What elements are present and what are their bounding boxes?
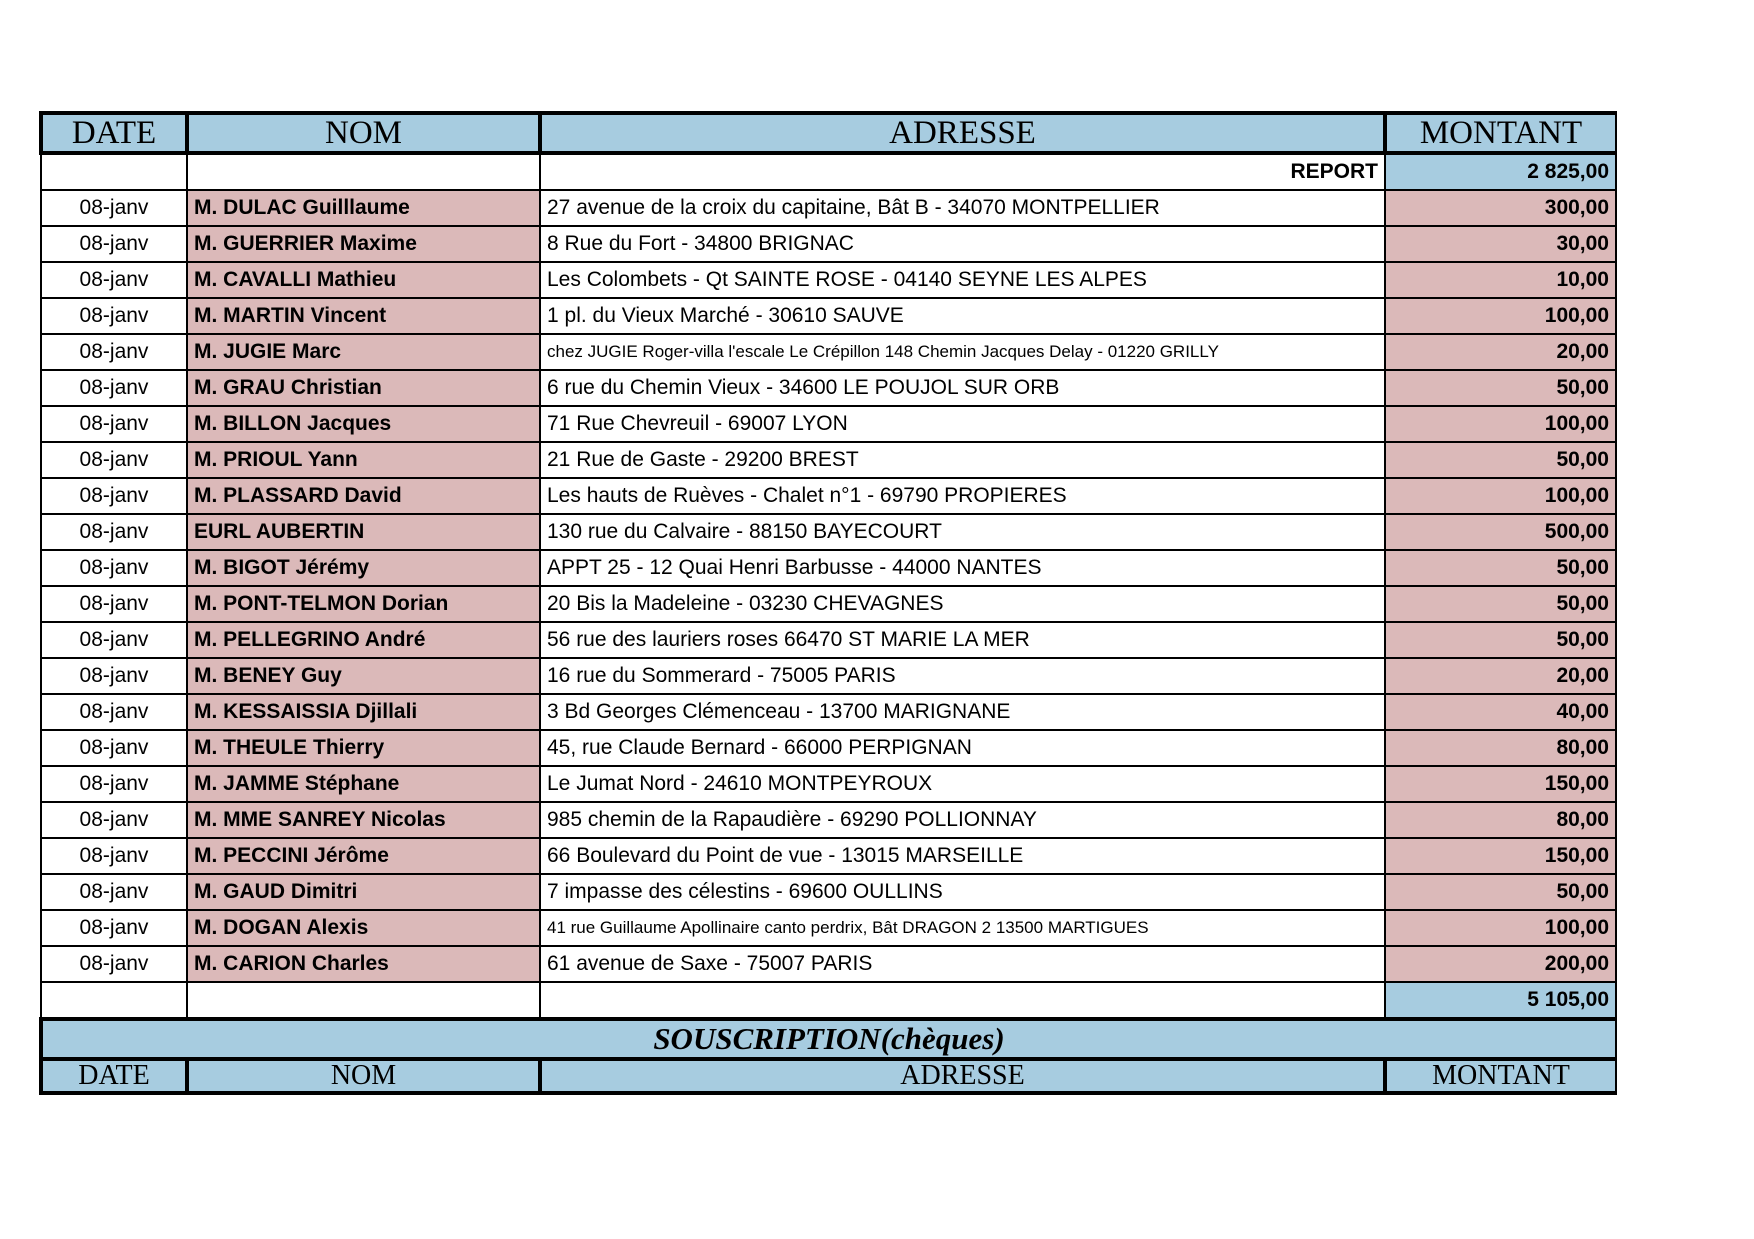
- amount-cell: 150,00: [1385, 838, 1616, 874]
- table-row: [41, 946, 1616, 982]
- amount-cell: 20,00: [1385, 658, 1616, 694]
- name-cell: M. BILLON Jacques: [187, 406, 540, 442]
- amount-cell: 80,00: [1385, 802, 1616, 838]
- donations-table: [39, 111, 1617, 1095]
- name-cell: M. GRAU Christian: [187, 370, 540, 406]
- report-nom-empty: [187, 153, 540, 190]
- second-header-adresse: ADRESSE: [540, 1059, 1385, 1093]
- address-cell: 27 avenue de la croix du capitaine, Bât B - 34070 MONTPELLIER: [540, 190, 1385, 226]
- amount-cell: 100,00: [1385, 910, 1616, 946]
- name-cell: M. PONT-TELMON Dorian: [187, 586, 540, 622]
- date-cell: 08-janv: [41, 622, 187, 658]
- total-date-empty: [41, 982, 187, 1019]
- header-date: DATE: [41, 113, 187, 153]
- amount-cell: 50,00: [1385, 586, 1616, 622]
- date-cell: 08-janv: [41, 946, 187, 982]
- date-cell: 08-janv: [41, 298, 187, 334]
- date-cell: 08-janv: [41, 586, 187, 622]
- table-row: [41, 478, 1616, 514]
- address-cell: 20 Bis la Madeleine - 03230 CHEVAGNES: [540, 586, 1385, 622]
- table-row: [41, 586, 1616, 622]
- name-cell: M. DULAC Guilllaume: [187, 190, 540, 226]
- address-cell: 16 rue du Sommerard - 75005 PARIS: [540, 658, 1385, 694]
- name-cell: M. MARTIN Vincent: [187, 298, 540, 334]
- name-cell: M. PECCINI Jérôme: [187, 838, 540, 874]
- date-cell: 08-janv: [41, 658, 187, 694]
- table-row: [41, 766, 1616, 802]
- amount-cell: 50,00: [1385, 442, 1616, 478]
- date-cell: 08-janv: [41, 694, 187, 730]
- address-cell: Les hauts de Ruèves - Chalet n°1 - 69790 PROPIERES: [540, 478, 1385, 514]
- address-cell: 41 rue Guillaume Apollinaire canto perdrix, Bât DRAGON 2 13500 MARTIGUES: [540, 910, 1385, 946]
- table-row: [41, 442, 1616, 478]
- total-adresse-empty: [540, 982, 1385, 1019]
- amount-cell: 50,00: [1385, 874, 1616, 910]
- name-cell: M. GUERRIER Maxime: [187, 226, 540, 262]
- amount-cell: 50,00: [1385, 622, 1616, 658]
- address-cell: 61 avenue de Saxe - 75007 PARIS: [540, 946, 1385, 982]
- date-cell: 08-janv: [41, 802, 187, 838]
- amount-cell: 20,00: [1385, 334, 1616, 370]
- date-cell: 08-janv: [41, 514, 187, 550]
- name-cell: M. JAMME Stéphane: [187, 766, 540, 802]
- header-montant: MONTANT: [1385, 113, 1616, 153]
- name-cell: M. PLASSARD David: [187, 478, 540, 514]
- name-cell: M. PRIOUL Yann: [187, 442, 540, 478]
- address-cell: 985 chemin de la Rapaudière - 69290 POLLIONNAY: [540, 802, 1385, 838]
- date-cell: 08-janv: [41, 190, 187, 226]
- address-cell: Les Colombets - Qt SAINTE ROSE - 04140 SEYNE LES ALPES: [540, 262, 1385, 298]
- address-cell: 45, rue Claude Bernard - 66000 PERPIGNAN: [540, 730, 1385, 766]
- total-row: [41, 982, 1616, 1019]
- table-row: [41, 622, 1616, 658]
- date-cell: 08-janv: [41, 550, 187, 586]
- section-title-row: [41, 1019, 1616, 1059]
- address-cell: 21 Rue de Gaste - 29200 BREST: [540, 442, 1385, 478]
- report-row: [41, 153, 1616, 190]
- date-cell: 08-janv: [41, 334, 187, 370]
- table-row: [41, 874, 1616, 910]
- address-cell: APPT 25 - 12 Quai Henri Barbusse - 44000 NANTES: [540, 550, 1385, 586]
- report-label: REPORT: [540, 153, 1385, 190]
- amount-cell: 80,00: [1385, 730, 1616, 766]
- second-header-date: DATE: [41, 1059, 187, 1093]
- table-row: [41, 190, 1616, 226]
- address-cell: 1 pl. du Vieux Marché - 30610 SAUVE: [540, 298, 1385, 334]
- header-nom: NOM: [187, 113, 540, 153]
- amount-cell: 40,00: [1385, 694, 1616, 730]
- name-cell: M. THEULE Thierry: [187, 730, 540, 766]
- name-cell: M. CAVALLI Mathieu: [187, 262, 540, 298]
- table-row: [41, 334, 1616, 370]
- table-row: [41, 550, 1616, 586]
- amount-cell: 30,00: [1385, 226, 1616, 262]
- report-date-empty: [41, 153, 187, 190]
- header-row: [41, 113, 1616, 153]
- address-cell: 130 rue du Calvaire - 88150 BAYECOURT: [540, 514, 1385, 550]
- address-cell: 66 Boulevard du Point de vue - 13015 MARSEILLE: [540, 838, 1385, 874]
- table-row: [41, 910, 1616, 946]
- date-cell: 08-janv: [41, 370, 187, 406]
- name-cell: M. GAUD Dimitri: [187, 874, 540, 910]
- date-cell: 08-janv: [41, 910, 187, 946]
- address-cell: chez JUGIE Roger-villa l'escale Le Crépillon 148 Chemin Jacques Delay - 01220 GRILLY: [540, 334, 1385, 370]
- amount-cell: 150,00: [1385, 766, 1616, 802]
- report-amount: 2 825,00: [1385, 153, 1616, 190]
- date-cell: 08-janv: [41, 874, 187, 910]
- address-cell: Le Jumat Nord - 24610 MONTPEYROUX: [540, 766, 1385, 802]
- date-cell: 08-janv: [41, 730, 187, 766]
- name-cell: M. CARION Charles: [187, 946, 540, 982]
- table-row: [41, 514, 1616, 550]
- date-cell: 08-janv: [41, 478, 187, 514]
- table-row: [41, 802, 1616, 838]
- amount-cell: 50,00: [1385, 370, 1616, 406]
- table-row: [41, 262, 1616, 298]
- amount-cell: 500,00: [1385, 514, 1616, 550]
- name-cell: M. MME SANREY Nicolas: [187, 802, 540, 838]
- date-cell: 08-janv: [41, 226, 187, 262]
- amount-cell: 100,00: [1385, 298, 1616, 334]
- name-cell: M. JUGIE Marc: [187, 334, 540, 370]
- amount-cell: 300,00: [1385, 190, 1616, 226]
- table-row: [41, 694, 1616, 730]
- amount-cell: 10,00: [1385, 262, 1616, 298]
- address-cell: 71 Rue Chevreuil - 69007 LYON: [540, 406, 1385, 442]
- table-row: [41, 370, 1616, 406]
- name-cell: M. PELLEGRINO André: [187, 622, 540, 658]
- table-row: [41, 730, 1616, 766]
- table-row: [41, 226, 1616, 262]
- date-cell: 08-janv: [41, 262, 187, 298]
- name-cell: M. BIGOT Jérémy: [187, 550, 540, 586]
- section-title: SOUSCRIPTION(chèques): [41, 1019, 1616, 1059]
- amount-cell: 100,00: [1385, 406, 1616, 442]
- amount-cell: 50,00: [1385, 550, 1616, 586]
- total-amount: 5 105,00: [1385, 982, 1616, 1019]
- name-cell: M. DOGAN Alexis: [187, 910, 540, 946]
- second-header-row: [41, 1059, 1616, 1093]
- table-row: [41, 838, 1616, 874]
- name-cell: M. KESSAISSIA Djillali: [187, 694, 540, 730]
- address-cell: 3 Bd Georges Clémenceau - 13700 MARIGNANE: [540, 694, 1385, 730]
- second-header-montant: MONTANT: [1385, 1059, 1616, 1093]
- date-cell: 08-janv: [41, 406, 187, 442]
- amount-cell: 100,00: [1385, 478, 1616, 514]
- total-nom-empty: [187, 982, 540, 1019]
- date-cell: 08-janv: [41, 838, 187, 874]
- address-cell: 8 Rue du Fort - 34800 BRIGNAC: [540, 226, 1385, 262]
- second-header-nom: NOM: [187, 1059, 540, 1093]
- table-row: [41, 298, 1616, 334]
- address-cell: 6 rue du Chemin Vieux - 34600 LE POUJOL SUR ORB: [540, 370, 1385, 406]
- name-cell: M. BENEY Guy: [187, 658, 540, 694]
- name-cell: EURL AUBERTIN: [187, 514, 540, 550]
- date-cell: 08-janv: [41, 766, 187, 802]
- amount-cell: 200,00: [1385, 946, 1616, 982]
- date-cell: 08-janv: [41, 442, 187, 478]
- address-cell: 56 rue des lauriers roses 66470 ST MARIE LA MER: [540, 622, 1385, 658]
- address-cell: 7 impasse des célestins - 69600 OULLINS: [540, 874, 1385, 910]
- table-row: [41, 406, 1616, 442]
- header-adresse: ADRESSE: [540, 113, 1385, 153]
- table-row: [41, 658, 1616, 694]
